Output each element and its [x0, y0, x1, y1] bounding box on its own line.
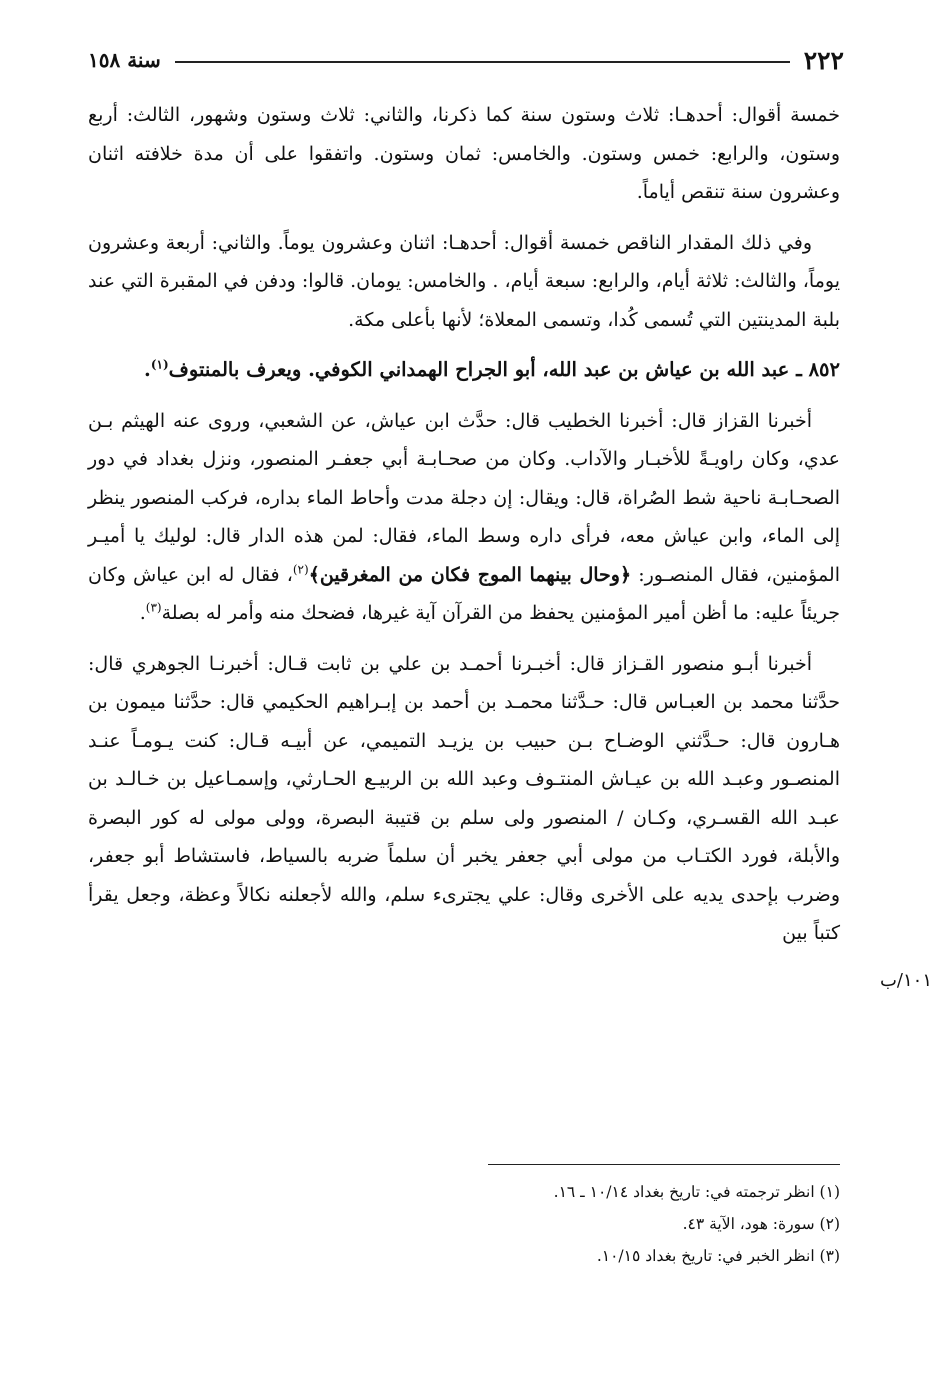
footnote-divider [488, 1164, 840, 1165]
margin-manuscript-note: ١٠١/ب [879, 970, 932, 991]
footnote-ref-2: (٢) [292, 562, 309, 577]
quran-verse: ﴿وحال بينهما الموج فكان من المغرقين﴾ [308, 563, 632, 586]
narration-2: أخبرنا أبـو منصور القـزاز قال: أخبـرنا أحمـد بن علي بن ثابت قـال: أخبرنـا الجوهري قال: حدَّثنا محمد بن العبـاس قال: حـدَّثنا محمـد بن أحمد بن إبـراهيم الحكيمي قال: حدَّثنا ميمون بن هـارون قال: حـدَّثني الوضـاح بـن حبيب بن يزيـد التميمي، عن أبيـه قـال: كنت يـومـاً عنـد المنصـور وعبـد الله بن عيـاش المنتـوف وعبد الله بن الربيـع الحـارثي، وإسمـاعيل بن خـالـد بن عبـد الله القسـري، وكـان / المنصور ولى سلم بن قتيبة البصرة، وولى مولى له كور البصرة والأبلة، فورد الكتـاب من مولى أبي جعفر يخبر أن سلماً ضربه بالسياط، فاستشاط أبو جعفر، وضرب بإحدى يديه على الأخرى وقال: علي يجترىء سلم، والله لأجعلنه نكالاً وعظة، وجعل يقرأ كتباً بين [88, 652, 840, 944]
footnote-3: (٣) انظر الخبر في: تاريخ بغداد ١٠/١٥. [596, 1247, 840, 1265]
page-header [88, 40, 844, 80]
narration-1 [88, 402, 840, 633]
footnote-2: (٢) سورة: هود، الآية ٤٣. [682, 1215, 840, 1233]
narration-1-end: . [139, 602, 146, 624]
year-label: سنة ١٥٨ [88, 48, 161, 72]
footnote-1: (١) انظر ترجمته في: تاريخ بغداد ١٠/١٤ ـ ١٦. [553, 1183, 840, 1201]
footnote-ref-1: (١) [150, 357, 169, 372]
page-number: ٢٢٢ [803, 45, 844, 75]
page-body [88, 96, 840, 965]
header-rule [175, 61, 790, 63]
narration-1-part2: ، فقال له ابن عياش وكان جريئاً عليه: ما أظن أمير المؤمنين يحفظ من القرآن آية غيرها، فضحك منه وأمر له بصلة [88, 563, 840, 624]
entry-title-end: . [144, 358, 151, 381]
paragraph-continuation: خمسة أقوال: أحدهـا: ثلاث وستون سنة كما ذكرنا، والثاني: ثلاث وستون وشهور، الثالث: أربع وستون، والرابع: خمس وستون. والخامس: ثمان وستون. واتفقوا على أن مدة خلافته اثنان وعشرون سنة تنقص أياماً. [88, 104, 840, 203]
entry-title-text: ٨٥٢ ـ عبد الله بن عياش بن عبد الله، أبو الجراح الهمداني الكوفي. ويعرف بالمنتوف [168, 358, 840, 381]
footnotes [88, 1176, 840, 1272]
footnote-ref-3: (٣) [145, 600, 162, 615]
paragraph-burial: وفي ذلك المقدار الناقص خمسة أقوال: أحدهـا: اثنان وعشرون يوماً. والثاني: أربعة وعشرون يوماً، والثالث: ثلاثة أيام، والرابع: سبعة أيام، . والخامس: يومان. قالوا: ودفن في المقبرة التي عند بلبة المدينتين التي تُسمى كُدا، وتسمى المعلاة؛ لأنها بأعلى مكة. [88, 231, 840, 331]
narration-1-part1: أخبرنا القزاز قال: أخبرنا الخطيب قال: حدَّث ابن عياش، عن الشعبي، وروى عنه الهيثم بـن عدي، وكان راويـةً للأخبـار والآداب. وكان من صحـابـة أبي جعفـر المنصور، ونزل بغداد في دور الصحـابـة ناحية شط الصُراة، قال: ويقال: إن دجلة مدت وأحاط الماء بداره، فركب المنصور ينظر إلى الماء، وابن عياش معه، فرأى داره وسط الماء، فقال: لمن هذه الدار قال: لوليك يا أميـر المؤمنين، فقال المنصـور: [88, 409, 841, 586]
entry-heading [88, 351, 840, 390]
